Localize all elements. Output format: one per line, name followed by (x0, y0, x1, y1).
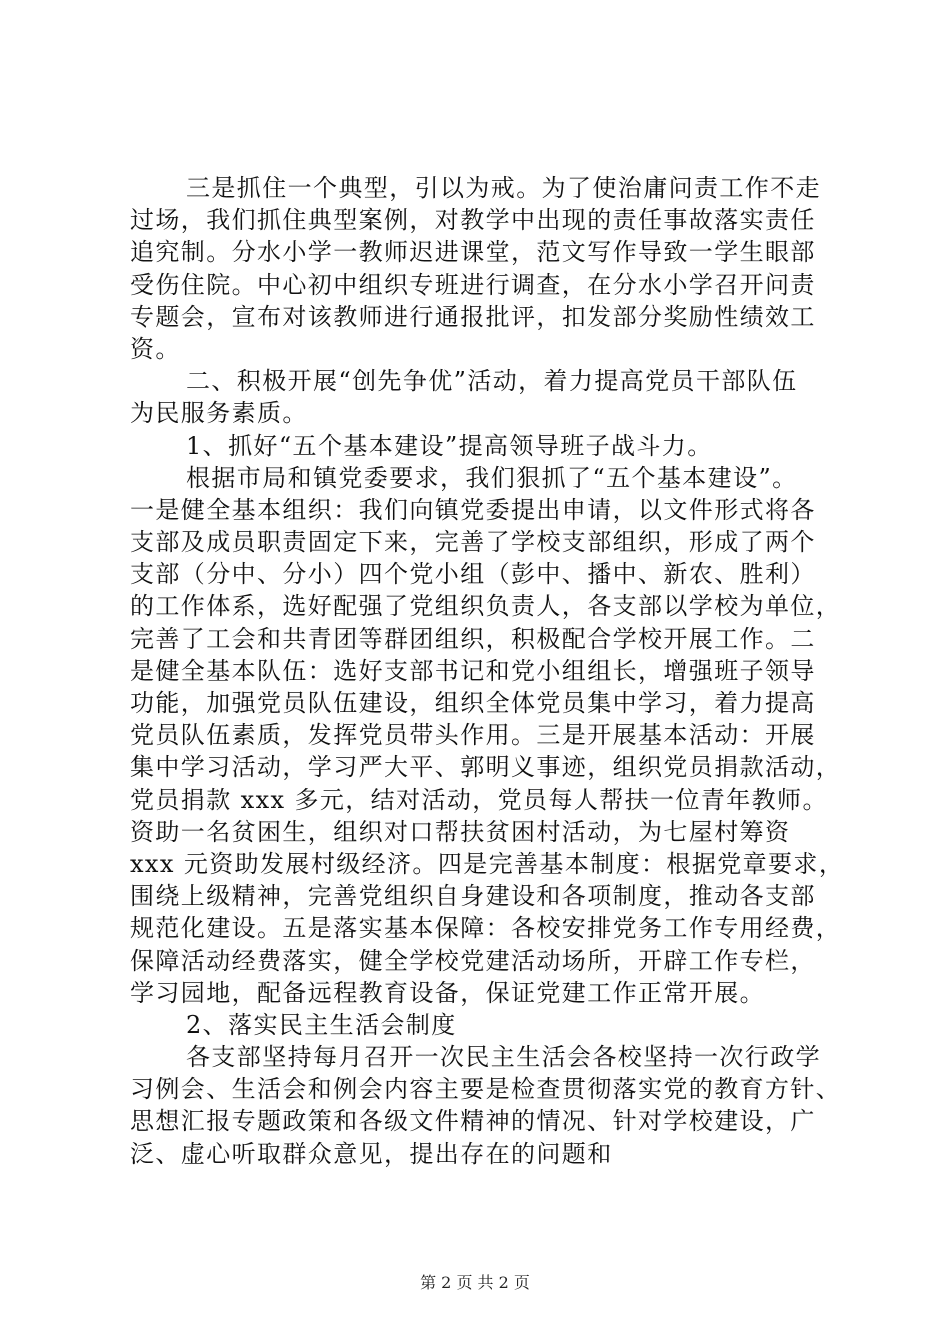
paragraph-line: 围绕上级精神，完善党组织自身建设和各项制度，推动各支部 (130, 882, 816, 911)
paragraph-line: xxx 元资助发展村级经济。四是完善基本制度：根据党章要求， (130, 849, 845, 878)
section-heading-line: 二、积极开展“创先争优”活动，着力提高党员干部队伍 (186, 367, 798, 396)
section-heading-line: 为民服务素质。 (130, 399, 308, 428)
paragraph-line: 完善了工会和共青团等群团组织，积极配合学校开展工作。二 (130, 624, 816, 653)
paragraph-line: 是健全基本队伍：选好支部书记和党小组组长，增强班子领导 (130, 656, 816, 685)
paragraph-line: 集中学习活动，学习严大平、郭明义事迹，组织党员捐款活动， (130, 753, 842, 782)
paragraph-line: 根据市局和镇党委要求，我们狠抓了“五个基本建设”。 (186, 463, 798, 492)
paragraph-line: 党员捐款 xxx 多元，结对活动，党员每人帮扶一位青年教师。 (130, 785, 828, 814)
paragraph-line: 规范化建设。五是落实基本保障：各校安排党务工作专用经费， (130, 914, 842, 943)
paragraph-line: 功能，加强党员队伍建设，组织全体党员集中学习，着力提高 (130, 689, 816, 717)
paragraph-line: 专题会，宣布对该教师进行通报批评，扣发部分奖励性绩效工 (130, 302, 816, 331)
paragraph-line: 保障活动经费落实，健全学校党建活动场所，开辟工作专栏， (130, 946, 816, 975)
paragraph-line: 习例会、生活会和例会内容主要是检查贯彻落实党的教育方针、 (130, 1075, 842, 1104)
paragraph-line: 党员队伍素质，发挥党员带头作用。三是开展基本活动：开展 (130, 721, 816, 750)
paragraph-line: 三是抓住一个典型，引以为戒。为了使治庸问责工作不走 (186, 174, 821, 202)
document-body (130, 172, 845, 1170)
paragraph-line: 思想汇报专题政策和各级文件精神的情况、针对学校建设，广 (130, 1107, 816, 1136)
paragraph-line: 一是健全基本组织：我们向镇党委提出申请，以文件形式将各 (130, 495, 816, 524)
paragraph-line: 支部及成员职责固定下来，完善了学校支部组织，形成了两个 (130, 528, 816, 557)
paragraph-line: 学习园地，配备远程教育设备，保证党建工作正常开展。 (130, 978, 765, 1007)
paragraph-line: 的工作体系，选好配强了党组织负责人，各支部以学校为单位， (130, 592, 842, 621)
page-number-footer: 第 2 页 共 2 页 (420, 1273, 530, 1292)
paragraph-line: 泛、虚心听取群众意见，提出存在的问题和 (130, 1139, 613, 1168)
subsection-heading: 1、抓好“五个基本建设”提高领导班子战斗力。 (186, 431, 713, 460)
paragraph-line: 资助一名贫困生，组织对口帮扶贫困村活动，为七屋村筹资 (130, 817, 791, 846)
paragraph-line: 受伤住院。中心初中组织专班进行调查，在分水小学召开问责 (130, 270, 816, 299)
paragraph-line: 过场，我们抓住典型案例，对教学中出现的责任事故落实责任 (130, 206, 816, 235)
paragraph-line: 资。 (130, 334, 181, 363)
paragraph-line: 各支部坚持每月召开一次民主生活会各校坚持一次行政学 (186, 1043, 821, 1072)
subsection-heading: 2、落实民主生活会制度 (186, 1010, 457, 1039)
paragraph-line: 追究制。分水小学一教师迟进课堂，范文写作导致一学生眼部 (130, 238, 816, 267)
paragraph-line: 支部（分中、分小）四个党小组（彭中、播中、新农、胜利） (130, 560, 816, 589)
